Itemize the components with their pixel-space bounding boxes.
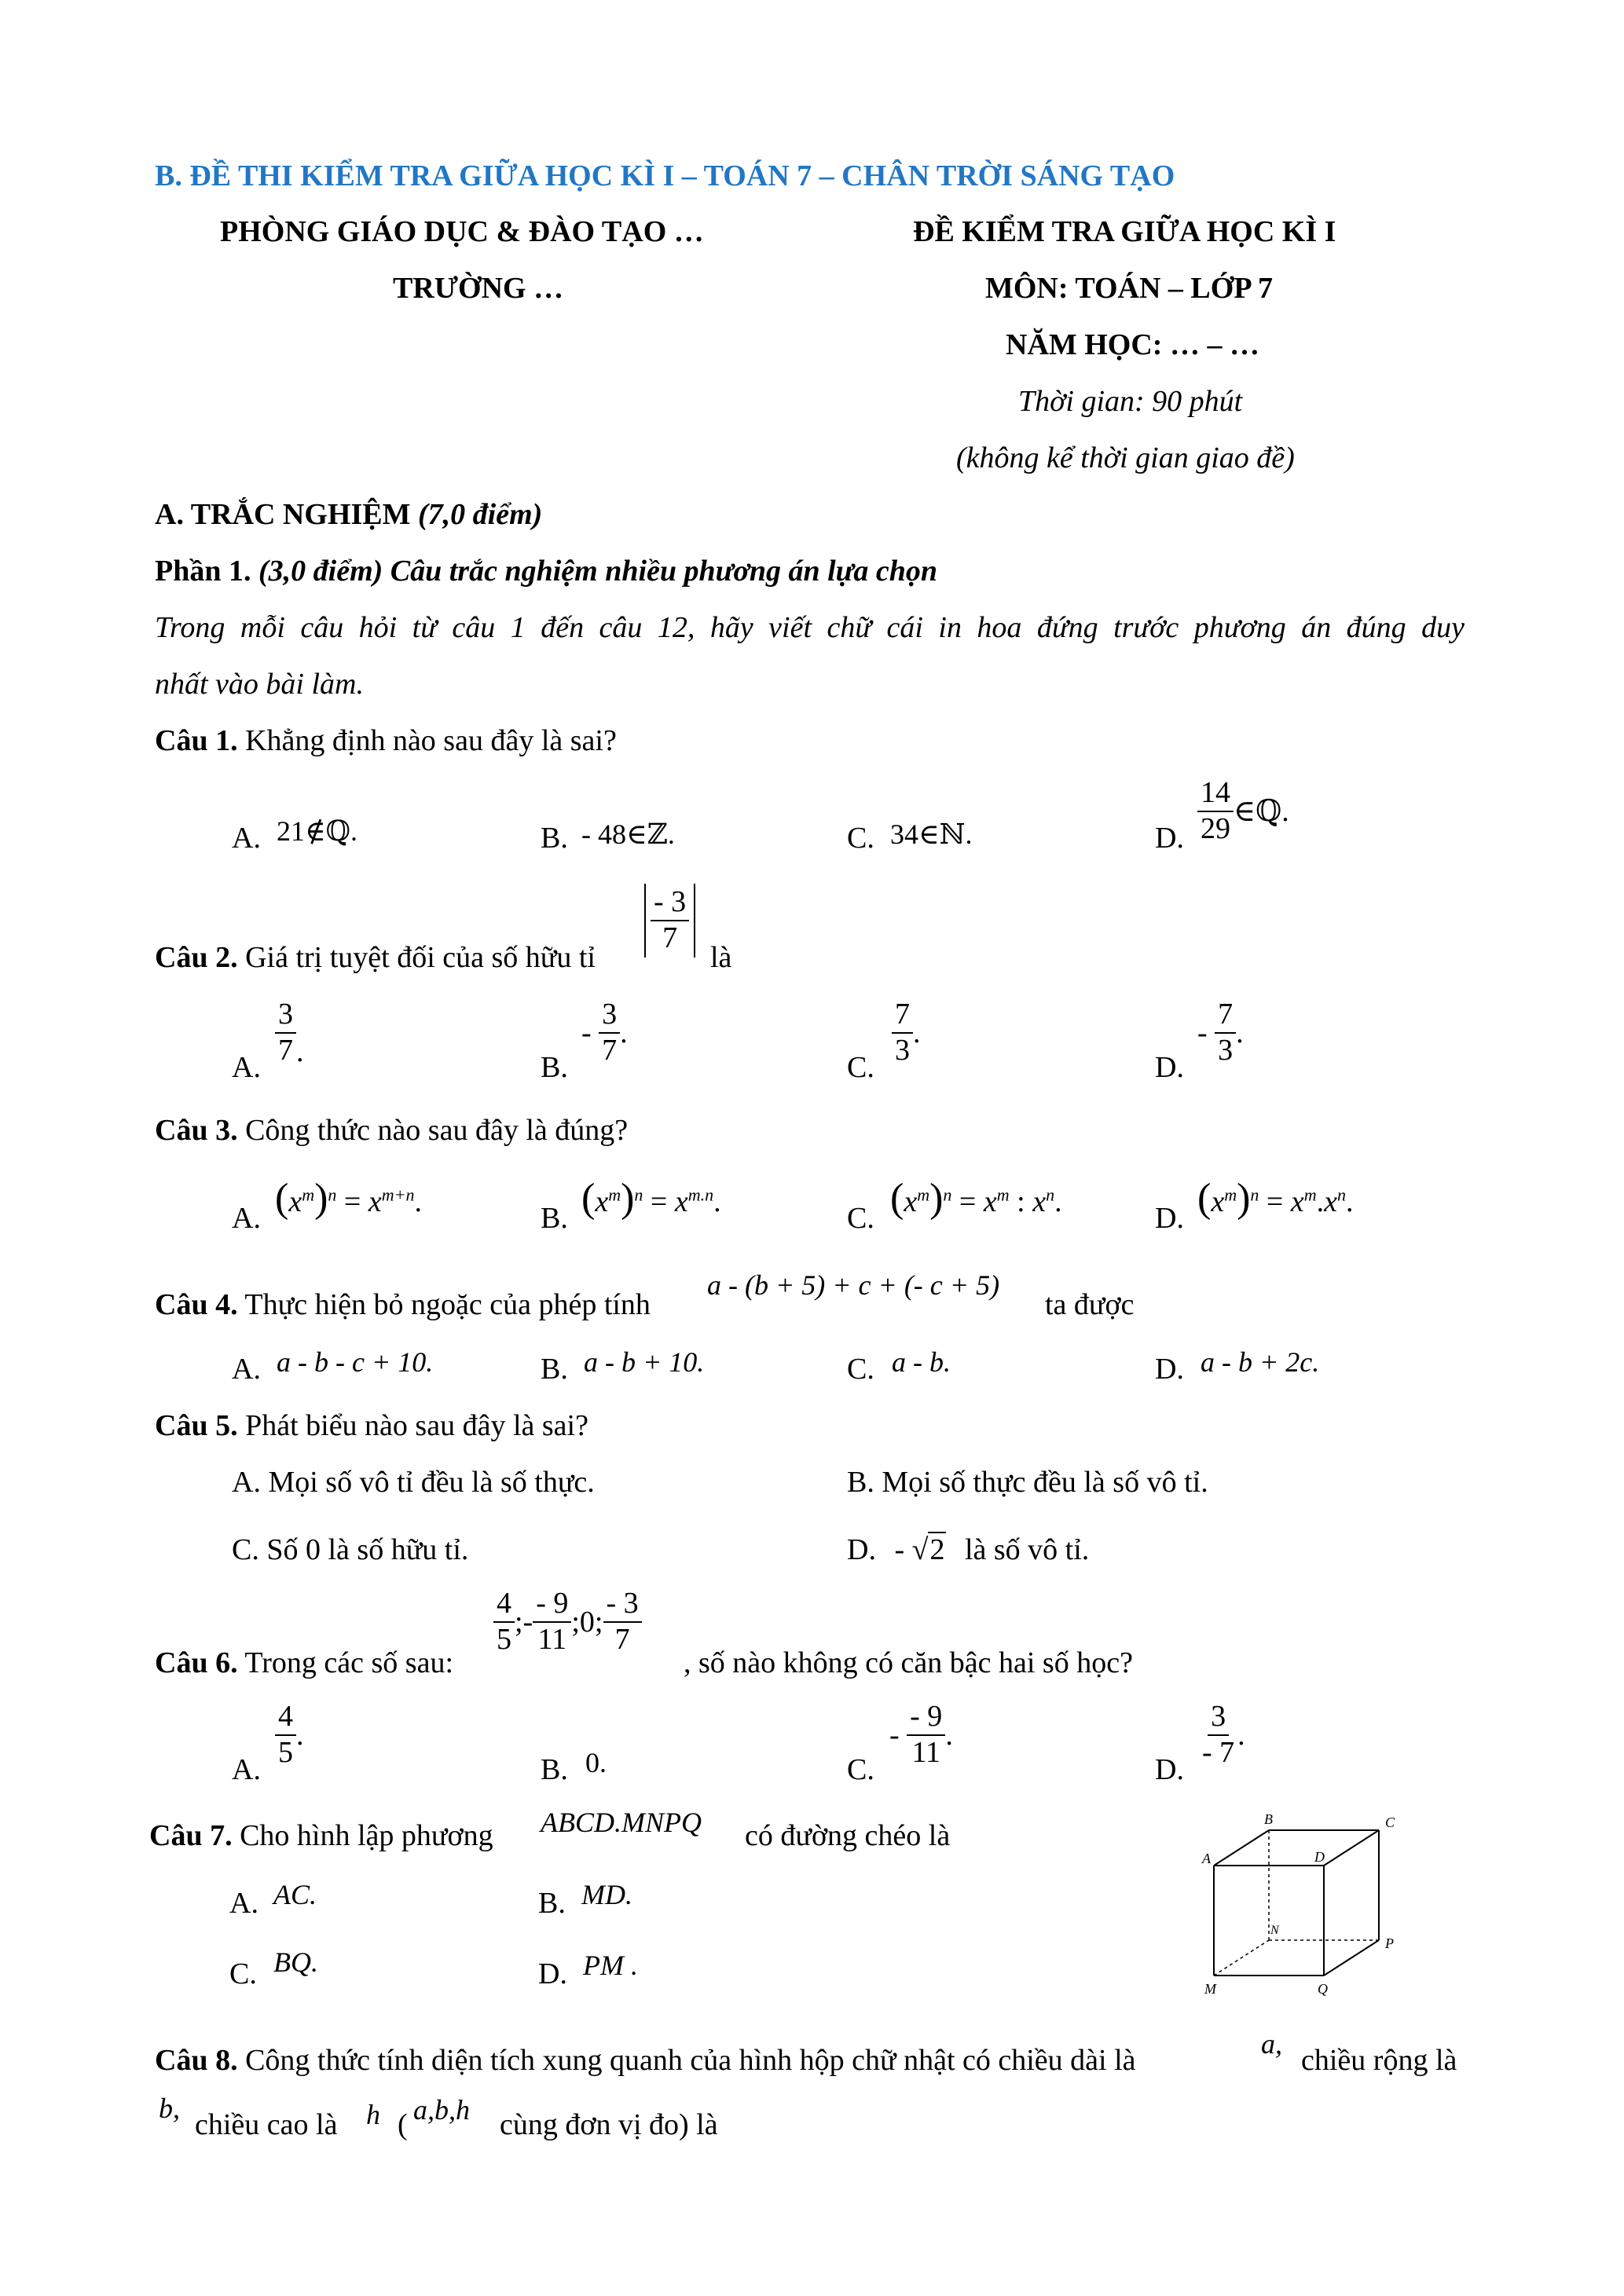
q2-num: - 3 [651, 887, 689, 921]
q7-text: Cho hình lập phương [232, 1819, 493, 1852]
q2-label: Câu 2. [155, 941, 238, 974]
q2-option-c [847, 1053, 874, 1082]
q5-d-label: D. [847, 1533, 876, 1566]
vertex-c-label: C [1385, 1814, 1395, 1830]
q7-option-c [229, 1959, 257, 1989]
header-school-year: NĂM HỌC: … – … [1006, 328, 1259, 361]
q2-den: 7 [662, 921, 678, 954]
q6-option-d [1155, 1755, 1184, 1785]
q6-b-math: 0. [585, 1747, 607, 1778]
q7-d-math: PM . [583, 1950, 638, 1981]
q3-stem [155, 1115, 628, 1145]
q6-n3: - 3 [603, 1588, 642, 1623]
q6-a-label: A. [232, 1753, 261, 1786]
q1-label: Câu 1. [155, 724, 238, 757]
q8-text4: cùng đơn vị đo) là [500, 2108, 718, 2141]
q7-c-label: C. [229, 1957, 257, 1990]
q7-option-d [538, 1959, 567, 1989]
header-department: PHÒNG GIÁO DỤC & ĐÀO TẠO … [220, 215, 704, 248]
q2-text: Giá trị tuyệt đối của số hữu tỉ [237, 941, 596, 974]
q1-b-math: - 48∈ℤ. [581, 818, 675, 850]
q1-a-label: A. [232, 822, 261, 855]
q6-d3: 7 [614, 1622, 630, 1656]
q2-b-label: B. [541, 1051, 568, 1084]
q8-var-b: b, [159, 2093, 180, 2124]
q4-text: Thực hiện bỏ ngoặc của phép tính [237, 1288, 651, 1321]
edge-qp [1324, 1940, 1379, 1976]
q4-d-math: a - b + 2c. [1201, 1346, 1320, 1378]
q6-c-den: 11 [911, 1735, 941, 1769]
q4-b-math: a - b + 10. [584, 1346, 705, 1378]
header-exam-title: ĐỀ KIỂM TRA GIỮA HỌC KÌ I [913, 215, 1336, 248]
section-a-points: (7,0 điểm) [418, 498, 543, 531]
q6-c-num: - 9 [907, 1701, 945, 1736]
q1-c-label: C. [847, 822, 874, 855]
q6-option-c [847, 1755, 874, 1785]
q8-vars: a,b,h [413, 2094, 470, 2126]
q1-option-d [1155, 823, 1184, 853]
vertex-a-label: A [1202, 1851, 1211, 1866]
q8-text2: chiều rộng là [1301, 2044, 1457, 2077]
q4-option-a [232, 1354, 261, 1384]
q6-sep1: ;- [515, 1605, 533, 1639]
header-school: TRƯỜNG … [393, 272, 564, 305]
q8-text1: Công thức tính diện tích xung quanh của hình hộp chữ nhật có chiều dài là [237, 2044, 1136, 2077]
q5-option-d [847, 1535, 1089, 1565]
q6-d2: 11 [537, 1622, 567, 1656]
q7-c-math: BQ. [273, 1946, 318, 1978]
q5-stem [155, 1411, 588, 1441]
section-a-label: A. TRẮC NGHIỆM [155, 498, 418, 531]
q3-d-math: $(x^m)^n = x^m.x^n$. [1197, 1176, 1354, 1221]
q7-option-a [229, 1888, 258, 1918]
q4-option-b [541, 1354, 568, 1384]
header-subject: MÔN: TOÁN – LỚP 7 [985, 272, 1273, 305]
q1-d-label: D. [1155, 822, 1184, 855]
q2-a-label: A. [232, 1051, 261, 1084]
q1-d-math [1197, 778, 1289, 845]
q5-d-radicand: 2 [929, 1533, 945, 1566]
q2-d-sign: - [1197, 1016, 1208, 1049]
q2-option-a [232, 1053, 261, 1082]
q8-line1 [155, 2045, 1136, 2075]
q6-a-den: 5 [278, 1735, 293, 1769]
q1-d-tail: ∈ℚ. [1234, 794, 1289, 828]
q7-label: Câu 7. [149, 1819, 233, 1852]
q2-c-tail: . [913, 1016, 921, 1049]
q3-a-label: A. [232, 1202, 261, 1235]
q2-a-num: 3 [275, 999, 296, 1034]
q4-a-math: a - b - c + 10. [277, 1346, 434, 1378]
q2-b-num: 3 [599, 999, 620, 1034]
q5-text: Phát biểu nào sau đây là sai? [237, 1409, 588, 1442]
q6-d-math [1199, 1701, 1245, 1769]
q7-cube-figure [1182, 1807, 1418, 2007]
q5-d-tail: là số vô tỉ. [964, 1533, 1090, 1566]
vertex-b-label: B [1264, 1811, 1273, 1827]
q7-b-math: MD. [581, 1879, 632, 1910]
section-a-heading [155, 500, 542, 529]
q1-d-den: 29 [1201, 811, 1230, 845]
q6-option-b [541, 1755, 568, 1785]
q6-stem [155, 1648, 453, 1678]
document-title: B. ĐỀ THI KIỂM TRA GIỮA HỌC KÌ I – TOÁN 7 – CHÂN TRỜI SÁNG TẠO [155, 159, 1175, 192]
q7-stem [149, 1821, 493, 1851]
q8-var-h: h [366, 2099, 380, 2130]
q5-label: Câu 5. [155, 1409, 238, 1442]
q2-stem [155, 943, 596, 972]
q4-option-c [847, 1354, 874, 1384]
q6-option-a [232, 1755, 261, 1785]
q3-option-a [232, 1203, 261, 1233]
vertex-p-label: P [1385, 1935, 1394, 1951]
q3-label: Câu 3. [155, 1114, 238, 1147]
part1-desc: (3,0 điểm) Câu trắc nghiệm nhiều phương án lựa chọn [251, 555, 938, 588]
vertex-m-label: M [1204, 1981, 1216, 1997]
vertex-d-label: D [1314, 1849, 1325, 1865]
q3-c-label: C. [847, 1202, 874, 1235]
q3-option-b [541, 1203, 568, 1233]
q8-label: Câu 8. [155, 2044, 238, 2077]
q5-d-math: - √2 [894, 1533, 945, 1566]
q7-tail: có đường chéo là [745, 1819, 951, 1852]
q2-option-b [541, 1053, 568, 1082]
q2-d-num: 7 [1215, 999, 1236, 1034]
q6-sep2: ;0; [571, 1605, 603, 1639]
q6-c-sign: - [889, 1718, 900, 1752]
q2-a-math [275, 999, 304, 1067]
q7-a-math: AC. [273, 1879, 317, 1910]
q6-c-label: C. [847, 1753, 874, 1786]
q2-option-d [1155, 1053, 1184, 1082]
q3-option-d [1155, 1203, 1184, 1233]
q3-option-c [847, 1203, 874, 1233]
q1-stem [155, 726, 617, 756]
q4-c-math: a - b. [892, 1346, 951, 1378]
q7-cube-name: ABCD.MNPQ [541, 1807, 702, 1838]
q7-d-label: D. [538, 1957, 567, 1990]
q6-d-label: D. [1155, 1753, 1184, 1786]
edge-ab [1214, 1830, 1269, 1866]
q3-b-math: $(x^m)^n = x^{m.n}$. [581, 1176, 721, 1221]
part1-instruction-line1: Trong mỗi câu hỏi từ câu 1 đến câu 12, hãy viết chữ cái in hoa đứng trước phương án đúng duy [155, 611, 1465, 644]
q3-text: Công thức nào sau đây là đúng? [237, 1114, 629, 1147]
q6-a-math [275, 1701, 304, 1769]
q1-a-math: 21∉ℚ. [277, 815, 358, 847]
q1-b-label: B. [541, 822, 568, 855]
q3-b-label: B. [541, 1202, 568, 1235]
q6-b-label: B. [541, 1753, 568, 1786]
vertex-q-label: Q [1318, 1981, 1328, 1997]
q2-b-den: 7 [602, 1033, 618, 1067]
q6-tail: , số nào không có căn bậc hai số học? [684, 1646, 1133, 1679]
q2-d-tail: . [1236, 1016, 1244, 1049]
q1-d-num: 14 [1197, 778, 1234, 812]
q6-c-math [889, 1701, 953, 1769]
q6-c-tail: . [945, 1718, 953, 1752]
q6-d-num: 3 [1208, 1701, 1229, 1736]
q6-d-den: - 7 [1202, 1735, 1235, 1769]
vertex-n-label: N [1270, 1924, 1279, 1937]
q1-option-b [541, 823, 568, 853]
q6-text: Trong các số sau: [237, 1646, 454, 1679]
header-note: (không kể thời gian giao đề) [956, 441, 1295, 474]
q2-c-math [892, 999, 921, 1067]
part1-instruction-line2: nhất vào bài làm. [155, 668, 364, 701]
q6-label: Câu 6. [155, 1646, 238, 1679]
part1-label: Phần 1. [155, 555, 251, 588]
q2-c-den: 3 [895, 1033, 910, 1067]
q5-option-c: C. Số 0 là số hữu tỉ. [232, 1533, 469, 1566]
q2-a-tail: . [296, 1034, 304, 1068]
q1-text: Khẳng định nào sau đây là sai? [237, 724, 617, 757]
q4-c-label: C. [847, 1353, 874, 1386]
q4-tail: ta được [1045, 1288, 1135, 1321]
q4-a-label: A. [232, 1353, 261, 1386]
q2-b-math [581, 999, 628, 1067]
q2-b-sign: - [581, 1016, 592, 1049]
q2-c-label: C. [847, 1051, 874, 1084]
q4-option-d [1155, 1354, 1184, 1384]
q1-option-a [232, 823, 261, 853]
q2-tail: là [710, 941, 732, 974]
q5-d-sign: - [894, 1533, 905, 1566]
q6-d1: 5 [497, 1622, 511, 1656]
q1-c-math: 34∈ℕ. [890, 818, 973, 850]
q4-d-label: D. [1155, 1353, 1184, 1386]
q8-var-a: a, [1261, 2028, 1282, 2060]
q7-option-b [538, 1888, 566, 1918]
q7-b-label: B. [538, 1887, 566, 1920]
q2-a-den: 7 [278, 1033, 293, 1067]
q4-label: Câu 4. [155, 1288, 238, 1321]
q2-d-label: D. [1155, 1051, 1184, 1084]
q4-b-label: B. [541, 1353, 568, 1386]
q2-d-math [1197, 999, 1244, 1067]
q4-expression: a - (b + 5) + c + (- c + 5) [707, 1269, 1000, 1301]
header-time: Thời gian: 90 phút [1018, 385, 1243, 418]
q6-numbers [493, 1588, 642, 1656]
q5-option-a: A. Mọi số vô tỉ đều là số thực. [232, 1466, 595, 1499]
q6-a-tail: . [296, 1718, 304, 1752]
edge-mn [1214, 1940, 1269, 1976]
q6-d-tail: . [1237, 1718, 1245, 1752]
q4-stem [155, 1290, 651, 1320]
q6-n1: 4 [493, 1588, 515, 1623]
q2-b-tail: . [620, 1016, 628, 1049]
q2-d-den: 3 [1218, 1033, 1234, 1067]
q6-n2: - 9 [533, 1588, 571, 1623]
q8-text3: chiều cao là [195, 2108, 338, 2141]
q6-a-num: 4 [275, 1701, 296, 1736]
q3-a-math: $(x^m)^n = x^{m+n}$. [275, 1176, 422, 1221]
q3-c-math: $(x^m)^n = x^m$ : $x^n$. [890, 1176, 1062, 1221]
q1-option-c [847, 823, 874, 853]
q8-paren: ( [398, 2108, 408, 2141]
q5-option-b: B. Mọi số thực đều là số vô tỉ. [847, 1466, 1208, 1499]
q7-a-label: A. [229, 1887, 258, 1920]
part1-heading [155, 556, 937, 586]
q3-d-label: D. [1155, 1202, 1184, 1235]
edge-dc [1324, 1830, 1379, 1866]
q2-c-num: 7 [892, 999, 913, 1034]
q2-abs-expr [644, 884, 695, 958]
